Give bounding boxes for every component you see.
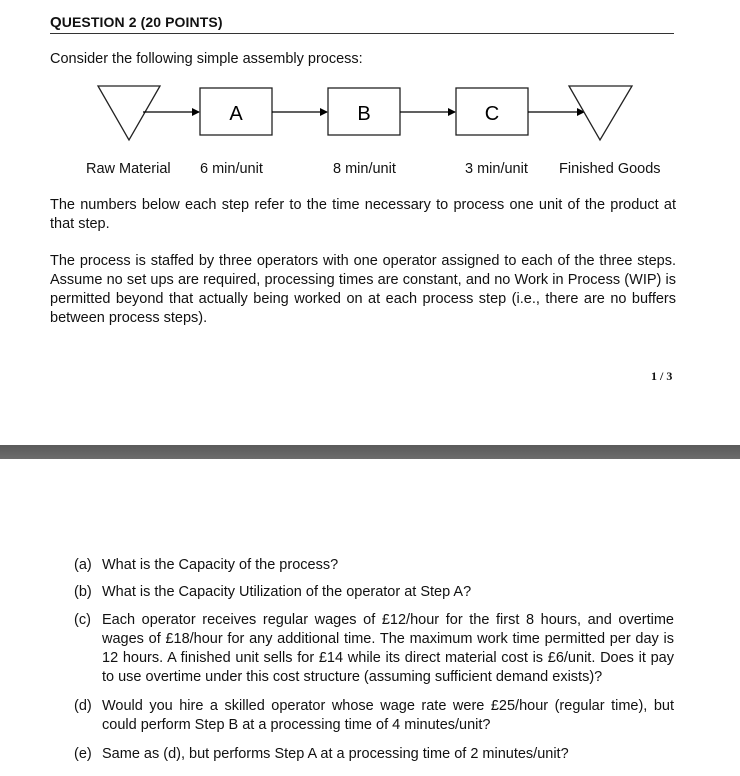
question-text: Would you hire a skilled operator whose wage rate were £25/hour (regular time), but could perform Step B at a processing time of 4 minutes/unit? <box>102 698 674 733</box>
page-number: 1 / 3 <box>651 369 673 383</box>
question-text: What is the Capacity Utilization of the operator at Step A? <box>102 584 472 600</box>
question-letter: (c) <box>74 612 91 628</box>
question-text: What is the Capacity of the process? <box>102 557 339 573</box>
process-flow-diagram <box>0 80 740 150</box>
finished-goods-triangle <box>569 86 632 140</box>
question-letter: (b) <box>74 584 92 600</box>
caption-step-c: 3 min/unit <box>465 161 528 177</box>
question-title: QUESTION 2 (20 POINTS) <box>50 14 223 31</box>
question-a <box>74 556 674 575</box>
caption-step-b: 8 min/unit <box>333 161 396 177</box>
paragraph-step-times: The numbers below each step refer to the time necessary to process one unit of the product at that step. <box>50 197 676 232</box>
caption-step-a: 6 min/unit <box>200 161 263 177</box>
intro-text: Consider the following simple assembly process: <box>50 51 363 67</box>
step-b-label: B <box>357 103 371 125</box>
title-rule <box>50 33 674 34</box>
question-letter: (d) <box>74 698 92 714</box>
question-c <box>74 611 674 687</box>
step-a-label: A <box>229 103 243 125</box>
question-text: Same as (d), but performs Step A at a processing time of 2 minutes/unit? <box>102 746 569 762</box>
caption-raw-material: Raw Material <box>86 161 171 177</box>
question-b <box>74 583 674 602</box>
question-letter: (a) <box>74 557 92 573</box>
question-letter: (e) <box>74 746 92 762</box>
paragraph-staffing: The process is staffed by three operators with one operator assigned to each of the three steps. Assume no set ups are required, processing times are constant, and no Work in Process (WIP) is permitted beyond that actually being worked on at each process step (i.e., there are no buffers between process steps). <box>50 253 676 326</box>
caption-finished-goods: Finished Goods <box>559 161 661 177</box>
question-text: Each operator receives regular wages of £12/hour for the first 8 hours, and overtime wages of £18/hour for any additional time. The maximum work time permitted per day is 12 hours. A finished unit sells for £14 while its direct material cost is £6/unit. Does it pay to use overtime under this cost structure (assuming sufficient demand exists)? <box>102 612 674 685</box>
question-d <box>74 697 674 735</box>
raw-material-triangle <box>98 86 160 140</box>
question-e <box>74 745 674 764</box>
page-separator <box>0 445 740 459</box>
step-c-label: C <box>484 103 500 125</box>
